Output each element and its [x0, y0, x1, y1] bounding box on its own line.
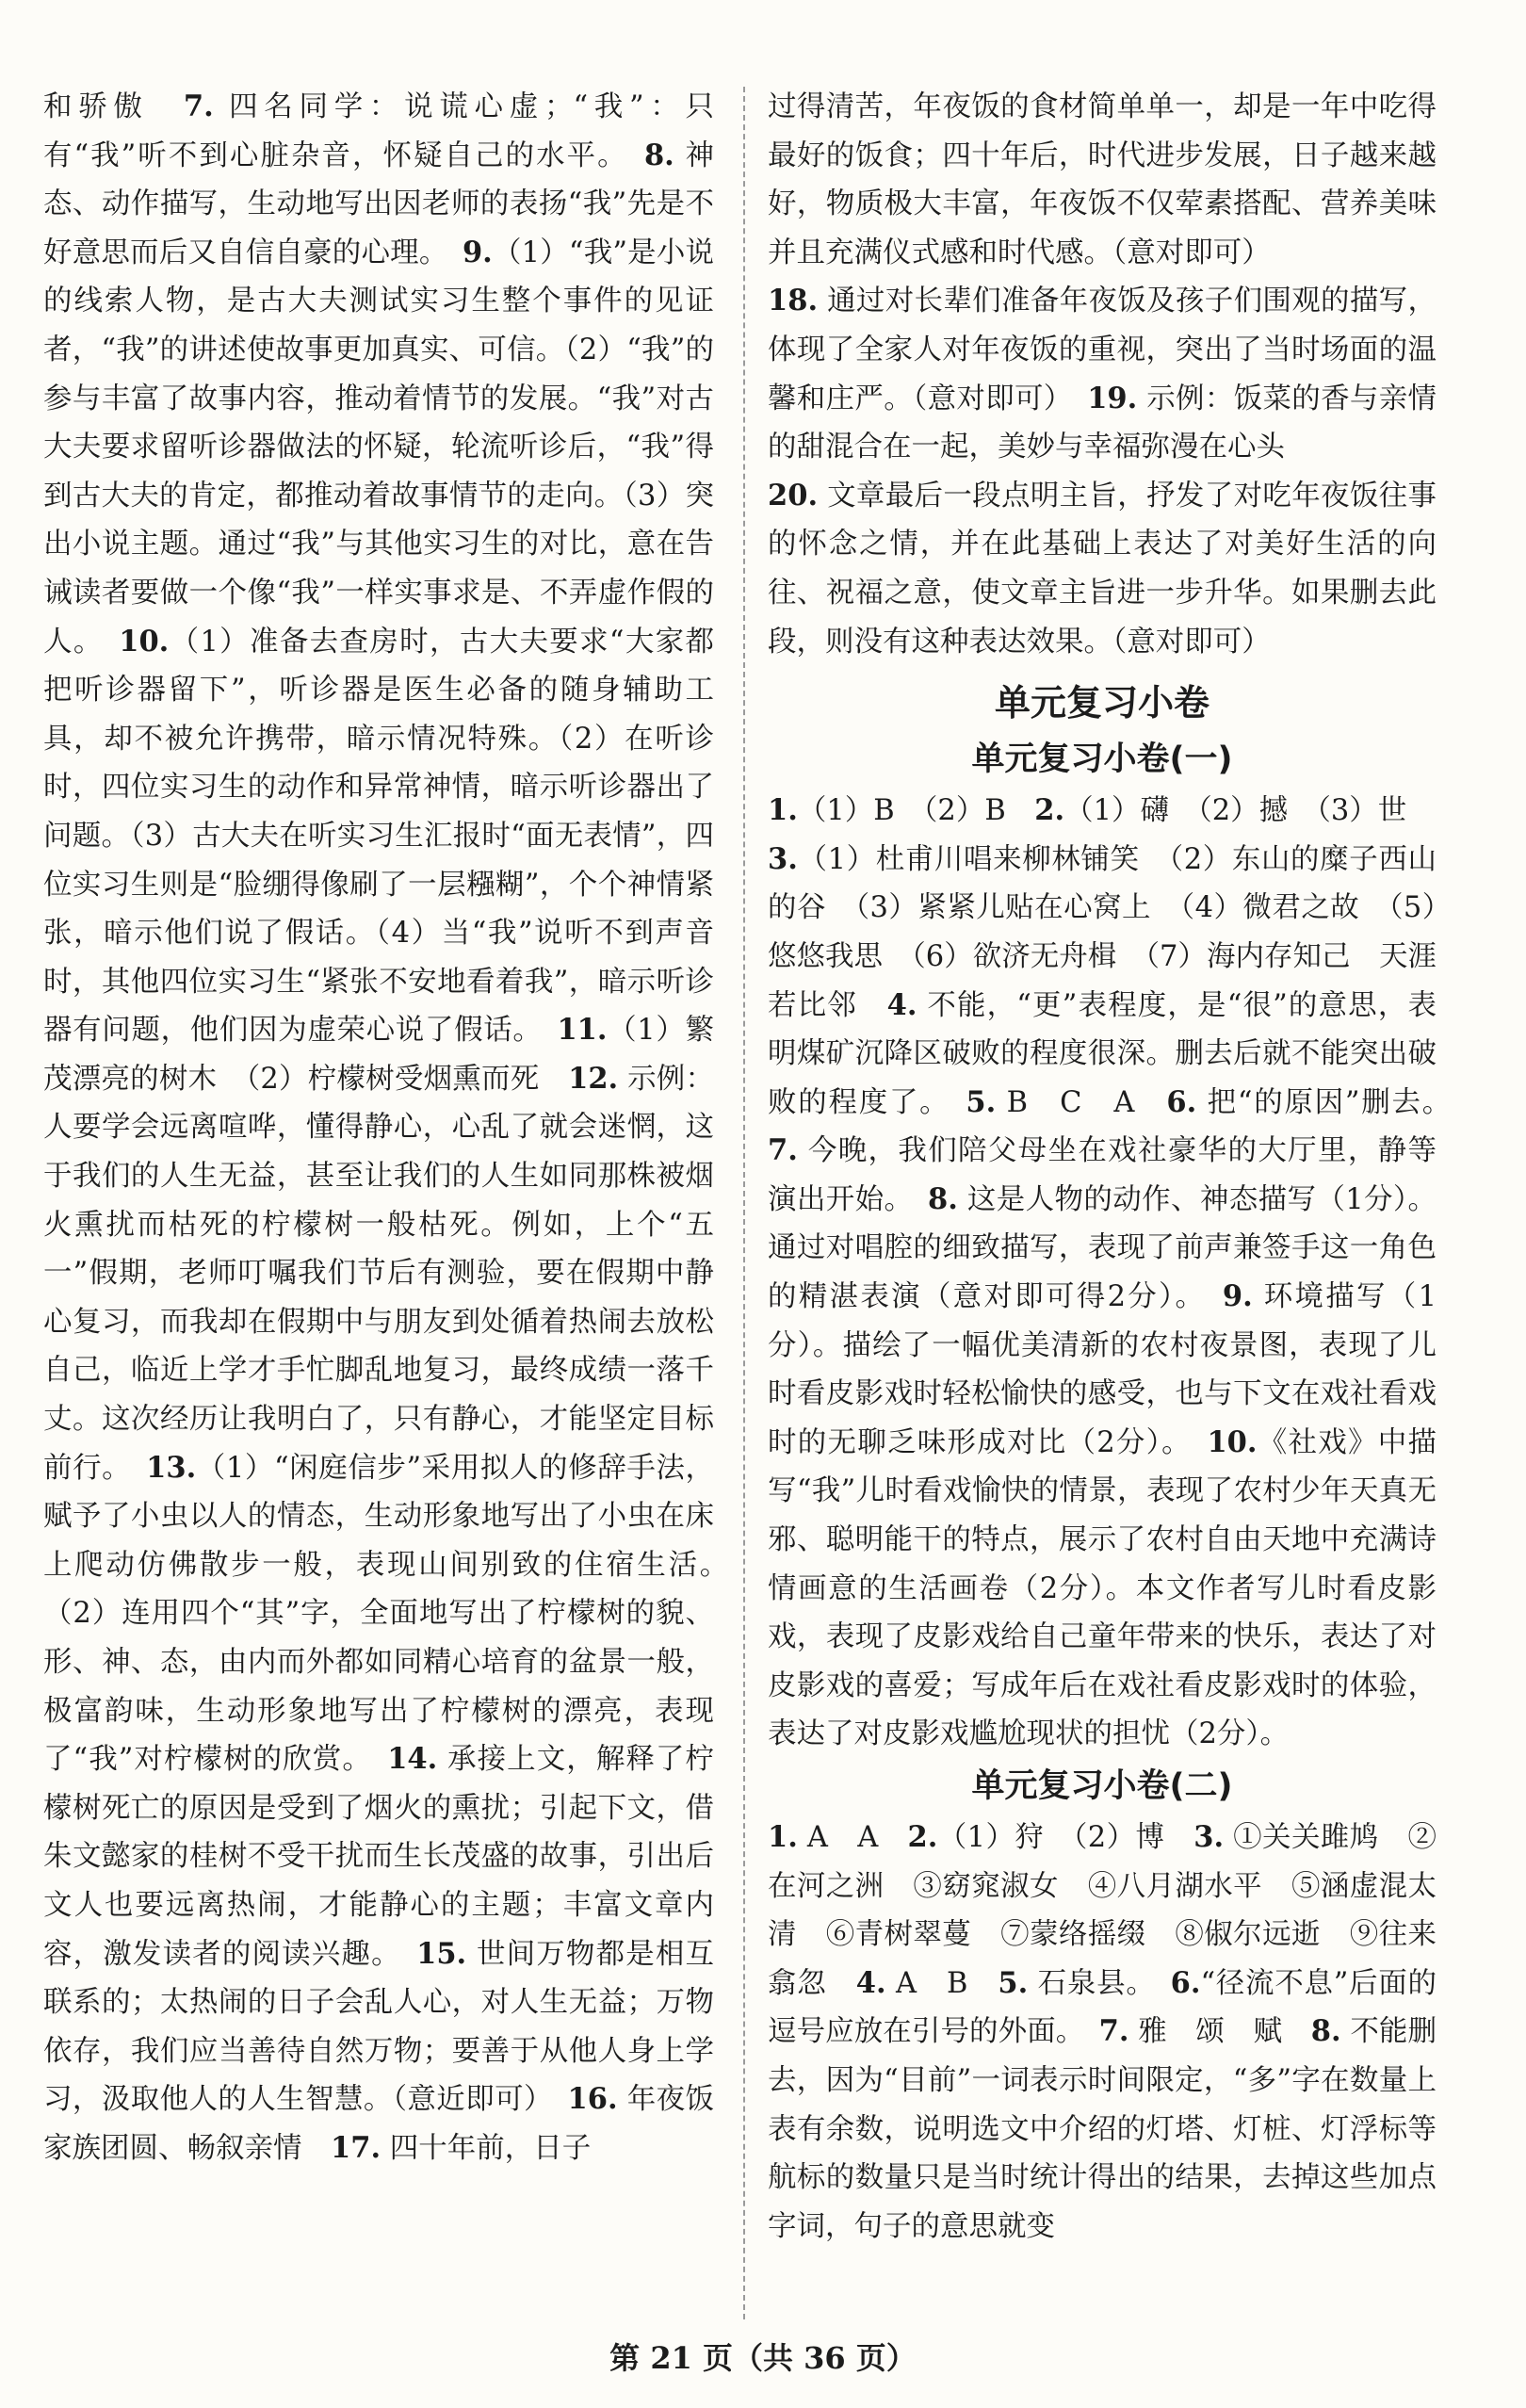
right-column [768, 83, 1466, 2251]
review-2-text: 1. A A 2.（1）狩 （2）博 3. ①关关雎鸠 ②在河之洲 ③窈窕淑女 ④八月湖水平 ⑤涵虚混太清 ⑥青树翠蔓 ⑦蒙络摇缀 ⑧俶尔远逝 ⑨往来翕忽 4. A B 5. 石泉县。 6.“径流不息”后面的逗号应放在引号的外面。 7. 雅 颂 赋 8. 不能删去，因为“目前”一词表示时间限定，“多”字在数量上表有余数，说明选文中介绍的灯塔、灯桩、灯浮标等航标的数量只是当时统计得出的结果，去掉这些加点字词，句子的意思就变 [768, 1820, 1437, 2243]
review-1-text: 1.（1）B （2）B 2.（1）礴 （2）撼 （3）世 3.（1）杜甫川唱来柳林铺笑 （2）东山的糜子西山的谷 （3）紧紧儿贴在心窝上 （4）微君之故 （5）悠悠我思 （6）欲济无舟楫 （7）海内存知己 天涯若比邻 4. 不能，“更”表程度，是“很”的意思，表明煤矿沉降区破败的程度很深。删去后就不能突出破败的程度了。 5. B C A 6. 把“的原因”删去。 7. 今晚，我们陪父母坐在戏社豪华的大厅里，静等演出开始。 8. 这是人物的动作、神态描写（1分）。通过对唱腔的细致描写，表现了前声兼签手这一角色的精湛表演（意对即可得2分）。 9. 环境描写（1分）。描绘了一幅优美清新的农村夜景图，表现了儿时看皮影戏时轻松愉快的感受，也与下文在戏社看戏时的无聊乏味形成对比（2分）。 10.《社戏》中描写“我”儿时看戏愉快的情景，表现了农村少年天真无邪、聪明能干的特点，展示了农村自由天地中充满诗情画意的生活画卷（2分）。本文作者写儿时看皮影戏，表现了皮影戏给自己童年带来的快乐，表达了对皮影戏的喜爱；写成年后在戏社看皮影戏时的体验，表达了对皮影戏尴尬现状的担忧（2分）。 [768, 793, 1466, 1751]
review-2-title: 单元复习小卷(二) [971, 1767, 1233, 1805]
review-1-title: 单元复习小卷(一) [971, 740, 1233, 779]
right-column-top-text: 过得清苦，年夜饭的食材简单单一，却是一年中吃得最好的饭食；四十年后，时代进步发展，日子越来越好，物质极大丰富，年夜饭不仅荤素搭配、营养美味并且充满仪式感和时代感。（意对即可） 18. 通过对长辈们准备年夜饭及孩子们围观的描写，体现了全家人对年夜饭的重视，突出了当时场面的温馨和庄严。（意对即可） 19. 示例：饭菜的香与亲情的甜混合在一起，美妙与幸福弥漫在心头 20. 文章最后一段点明主旨，抒发了对吃年夜饭往事的怀念之情，并在此基础上表达了对美好生活的向往、祝福之意，使文章主旨进一步升华。如果删去此段，则没有这种表达效果。（意对即可） [768, 90, 1437, 659]
left-column [43, 83, 743, 2173]
section-title: 单元复习小卷 [994, 682, 1209, 724]
page-footer: 第 21 页（共 36 页） [609, 2340, 917, 2376]
column-divider [743, 87, 745, 2319]
left-column-text: 和骄傲 7. 四名同学：说谎心虚；“我”：只有“我”听不到心脏杂音，怀疑自己的水平。 8. 神态、动作描写，生动地写出因老师的表扬“我”先是不好意思而后又自信自豪的心理。 9.（1）“我”是小说的线索人物，是古大夫测试实习生整个事件的见证者，“我”的讲述使故事更加真实、可信。（2）“我”的参与丰富了故事内容，推动着情节的发展。“我”对古大夫要求留听诊器做法的怀疑，轮流听诊后，“我”得到古大夫的肯定，都推动着故事情节的走向。（3）突出小说主题。通过“我”与其他实习生的对比，意在告诫读者要做一个像“我”一样实事求是、不弄虚作假的人。 10.（1）准备去查房时，古大夫要求“大家都把听诊器留下”，听诊器是医生必备的随身辅助工具，却不被允许携带，暗示情况特殊。（2）在听诊时，四位实习生的动作和异常神情，暗示听诊器出了问题。（3）古大夫在听实习生汇报时“面无表情”，四位实习生则是“脸绷得像刷了一层糨糊”，个个神情紧张，暗示他们说了假话。（4）当“我”说听不到声音时，其他四位实习生“紧张不安地看着我”，暗示听诊器有问题，他们因为虚荣心说了假话。 11.（1）繁茂漂亮的树木 （2）柠檬树受烟熏而死 12. 示例：人要学会远离喧哗，懂得静心，心乱了就会迷惘，这于我们的人生无益，甚至让我们的人生如同那株被烟火熏扰而枯死的柠檬树一般枯死。例如，上个“五一”假期，老师叮嘱我们节后有测验，要在假期中静心复习，而我却在假期中与朋友到处循着热闹去放松自己，临近上学才手忙脚乱地复习，最终成绩一落千丈。这次经历让我明白了，只有静心，才能坚定目标前行。 13.（1）“闲庭信步”采用拟人的修辞手法，赋予了小虫以人的情态，生动形象地写出了小虫在床上爬动仿佛散步一般，表现山间别致的住宿生活。 （2）连用四个“其”字，全面地写出了柠檬树的貌、形、神、态，由内而外都如同精心培育的盆景一般，极富韵味，生动形象地写出了柠檬树的漂亮，表现了“我”对柠檬树的欣赏。 14. 承接上文，解释了柠檬树死亡的原因是受到了烟火的熏扰；引起下文，借朱文懿家的桂树不受干扰而生长茂盛的故事，引出后文人也要远离热闹，才能静心的主题；丰富文章内容，激发读者的阅读兴趣。 15. 世间万物都是相互联系的；太热闹的日子会乱人心，对人生无益；万物依存，我们应当善待自然万物；要善于从他人身上学习，汲取他人的人生智慧。（意近即可） 16. 年夜饭 家族团圆、畅叙亲情 17. 四十年前，日子 [43, 89, 743, 2165]
